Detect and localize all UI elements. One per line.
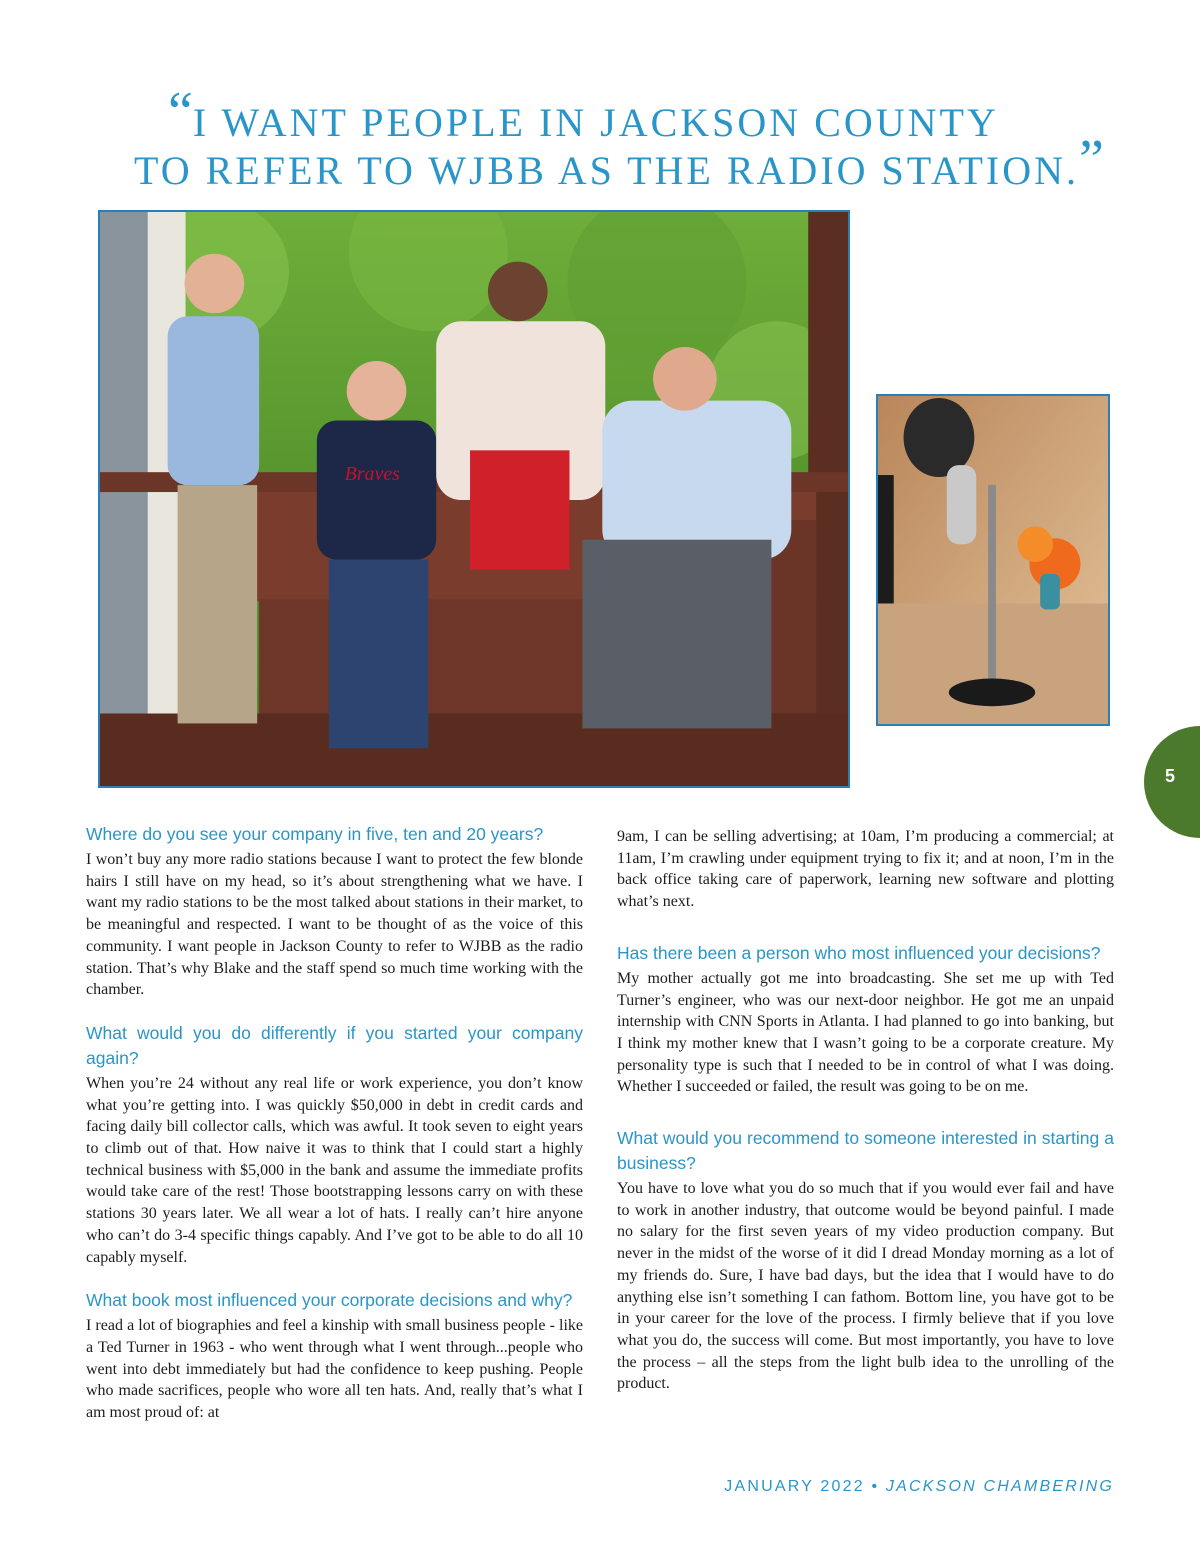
pull-quote-text-2: TO REFER TO WJBB AS THE RADIO STATION. <box>134 148 1079 193</box>
braves-shirt-text: Braves <box>344 463 400 486</box>
answer-4: My mother actually got me into broadcasting. She set me up with Ted Turner’s engineer, who was our next-door neighbor. He got me an unpaid internship with CNN Sports in Atlanta. I had planned to go into banking, but I think my mother knew that I wasn’t going to be a corporate creature. My personality type is such that I needed to be in control of what I was doing. Whether I succeeded or failed, the result was going to be on me. <box>617 969 1114 1096</box>
pull-quote-text-1: I WANT PEOPLE IN JACKSON COUNTY <box>192 100 999 145</box>
group-photo <box>98 210 850 788</box>
footer-publication: JACKSON CHAMBERING <box>885 1478 1114 1495</box>
question-4: Has there been a person who most influenced your decisions? <box>617 942 1101 963</box>
microphone-photo <box>876 394 1110 726</box>
question-3: What book most influenced your corporate decisions and why? <box>86 1290 573 1311</box>
answer-5: You have to love what you do so much that if you would ever fail and have to work in another industry, that outcome would be beyond painful. I made no salary for the first seven years of my video production company. But never in the midst of the worse of it did I dread Monday morning as a lot of my friends do. Sure, I have bad days, but the idea that I would have to do anything else isn’t something I can fathom. Bottom line, you have got to be in your career for the love of the process. I firmly believe that if you love what you do, the success will come. But most importantly, you have to love the process – all the steps from the light bulb idea to the unrolling of the product. <box>617 1180 1114 1393</box>
page-footer <box>724 1478 1114 1496</box>
footer-date: JANUARY 2022 <box>724 1478 865 1495</box>
question-1: Where do you see your company in five, ten and 20 years? <box>86 824 544 844</box>
question-2: What would you do differently if you started your company again? <box>86 1022 583 1068</box>
pull-quote-line-2 <box>134 129 1104 195</box>
right-column <box>617 826 1114 1415</box>
answer-3: I read a lot of biographies and feel a kinship with small business people - like a Ted Turner in 1963 - who went through what I went through...people who went into debt immediately but had the confidence to keep pushing. People who made sacrifices, people who wore all ten hats. And, really that’s what I am most proud of: at <box>86 1317 583 1422</box>
group-photo-illustration <box>100 212 848 786</box>
answer-2: When you’re 24 without any real life or work experience, you don’t know what you’re getting into. I was quickly $50,000 in debt in credit cards and facing daily bill collector calls, which was awful. It took seven to eight years to climb out of that. How naive it was to think that I could start a highly technical business with $5,000 in the bank and assume the immediate profits would take care of the rest! Those bootstrapping lessons carry on with these stations 30 years later. We all wear a lot of hats. I really can’t hire anyone who can’t do 3-4 specific things capably. And I’ve got to be able to do all 10 capably myself. <box>86 1074 583 1266</box>
left-column <box>86 822 583 1444</box>
page-number: 5 <box>1164 766 1175 786</box>
footer-separator: • <box>864 1478 886 1495</box>
answer-3-continued: 9am, I can be selling advertising; at 10am, I’m producing a commercial; at 11am, I’m crawling under equipment trying to fix it; and at noon, I’m in the back office taking care of paperwork, learning new software and plotting what’s next. <box>617 828 1114 911</box>
answer-1: I won’t buy any more radio stations because I want to protect the few blonde hairs I still have on my head, so it’s about strengthening what we have. I want my radio stations to be the most talked about stations in their market, to be meaningful and respected. I want to be thought of as the voice of this community. I want people in Jackson County to refer to WJBB as the radio station. That’s why Blake and the staff spend so much time working with the chamber. <box>86 851 583 999</box>
question-5: What would you recommend to someone interested in starting a business? <box>617 1128 1114 1174</box>
microphone-illustration <box>878 396 1108 724</box>
close-quote-mark: ” <box>1078 129 1104 191</box>
open-quote-mark: “ <box>168 81 193 143</box>
